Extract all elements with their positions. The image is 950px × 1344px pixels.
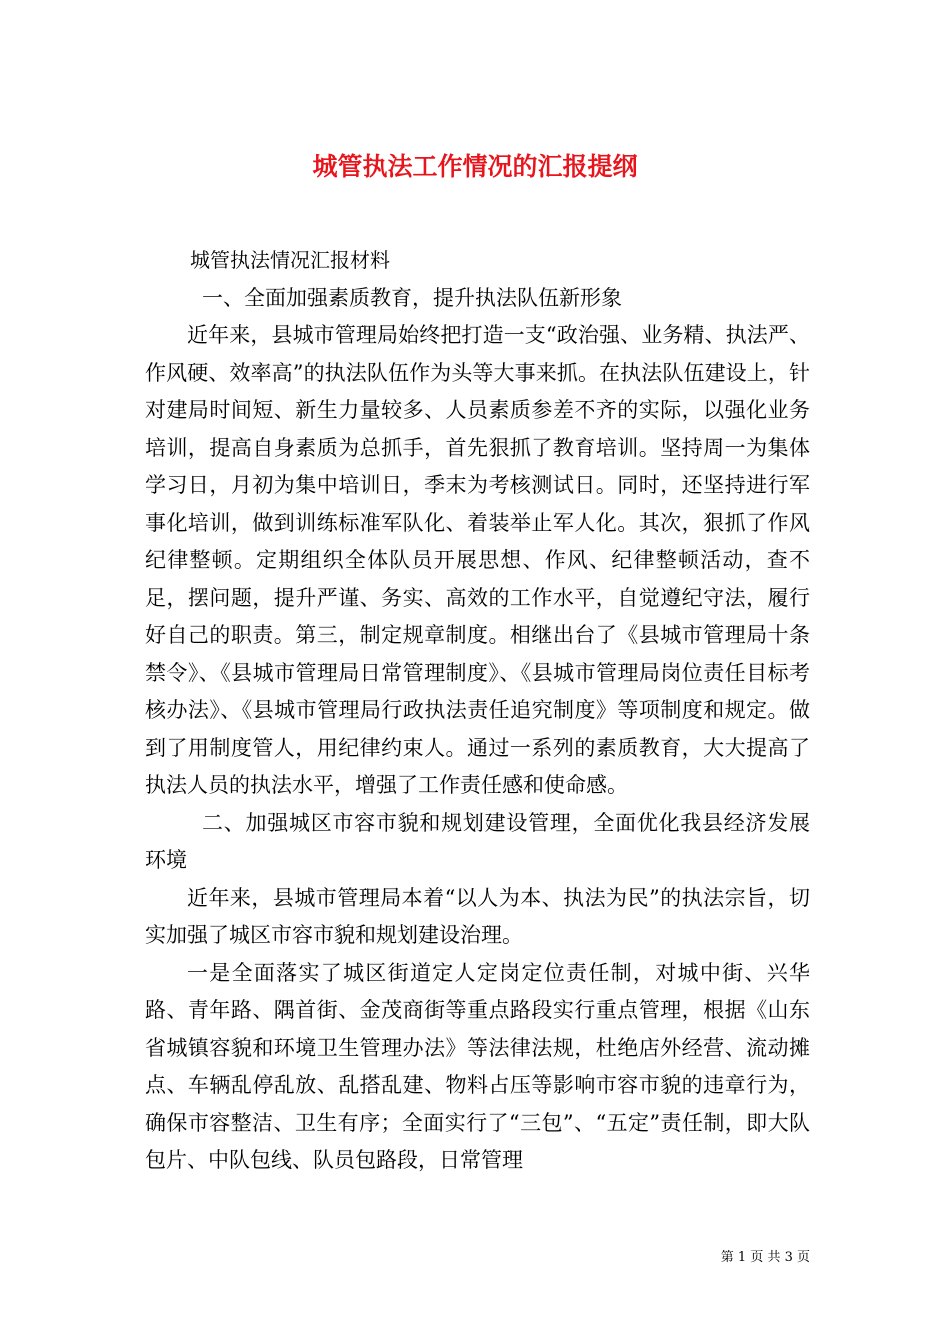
section-heading-2: 二、加强城区市容市貌和规划建设管理，全面优化我县经济发展环境 bbox=[145, 810, 810, 872]
document-subtitle: 城管执法情况汇报材料 bbox=[190, 248, 390, 272]
section-heading-1: 一、全面加强素质教育，提升执法队伍新形象 bbox=[202, 285, 622, 310]
page-number: 第 1 页 共 3 页 bbox=[720, 1250, 810, 1265]
paragraph: 近年来，县城市管理局始终把打造一支“政治强、业务精、执法严、作风硬、效率高”的执法队伍作为头等大事来抓。在执法队伍建设上，针对建局时间短、新生力量较多、人员素质参差不齐的实际，以强化业务培训，提高自身素质为总抓手，首先狠抓了教育培训。坚持周一为集体学习日，月初为集中培训日，季末为考核测试日。同时，还坚持进行军事化培训，做到训练标准军队化、着装举止军人化。其次，狠抓了作风纪律整顿。定期组织全体队员开展思想、作风、纪律整顿活动，查不足，摆问题，提升严谨、务实、高效的工作水平，自觉遵纪守法，履行好自己的职责。第三，制定规章制度。相继出台了《县城市管理局十条禁令》、《县城市管理局日常管理制度》、《县城市管理局岗位责任目标考核办法》、《县城市管理局行政执法责任追究制度》等项制度和规定。做到了用制度管人，用纪律约束人。通过一系列的素质教育，大大提高了执法人员的执法水平，增强了工作责任感和使命感。 bbox=[145, 323, 810, 797]
document-body bbox=[145, 242, 810, 1180]
paragraph: 一是全面落实了城区街道定人定岗定位责任制，对城中街、兴华路、青年路、隅首街、金茂商街等重点路段实行重点管理，根据《山东省城镇容貌和环境卫生管理办法》等法律法规，杜绝店外经营、流动摊点、车辆乱停乱放、乱搭乱建、物料占压等影响市容市貌的违章行为，确保市容整洁、卫生有序；全面实行了“三包”、“五定”责任制，即大队包片、中队包线、队员包路段，日常管理 bbox=[145, 960, 810, 1172]
page-title: 城管执法工作情况的汇报提纲 bbox=[312, 151, 638, 181]
paragraph: 近年来，县城市管理局本着“以人为本、执法为民”的执法宗旨，切实加强了城区市容市貌和规划建设治理。 bbox=[145, 885, 810, 947]
